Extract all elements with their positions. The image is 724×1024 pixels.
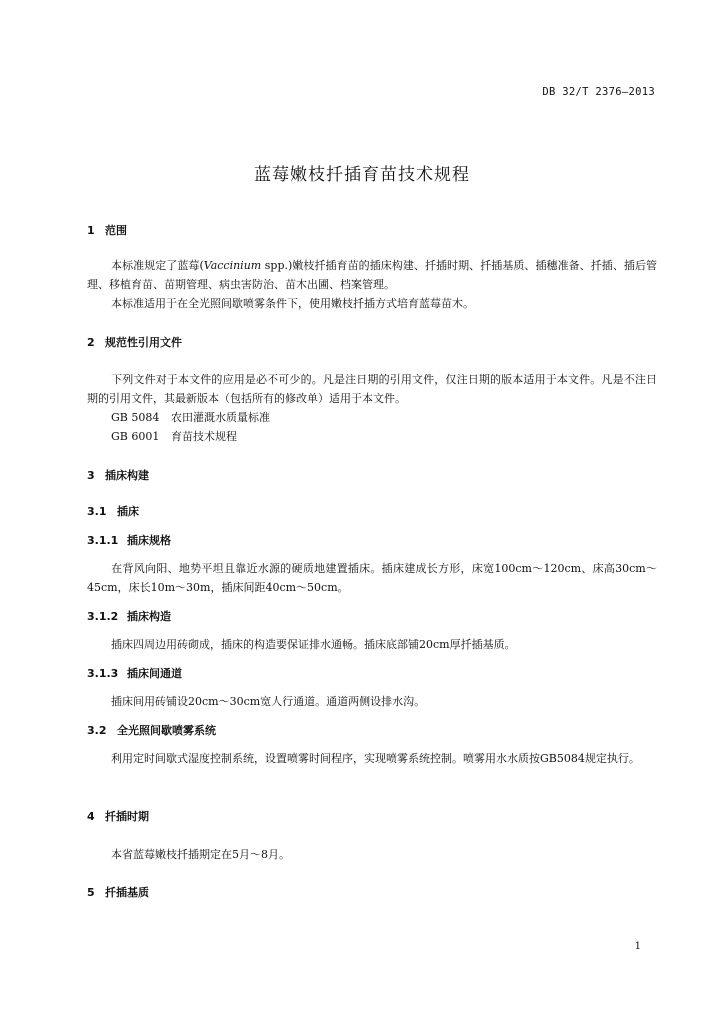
- standard-code: DB 32/T 2376—2013: [542, 86, 655, 98]
- section-title: 插床构造: [127, 610, 171, 623]
- reference-code: GB 6001: [111, 430, 160, 443]
- section-5-heading: [87, 884, 149, 900]
- paragraph-text: 本标准适用于在全光照间歇喷雾条件下，使用嫩枝扦插方式培育蓝莓苗木。: [111, 297, 474, 310]
- section-number: 2: [87, 336, 95, 349]
- section-3-heading: [87, 467, 149, 483]
- reference-code: GB 5084: [111, 411, 160, 424]
- section-number: 4: [87, 810, 95, 823]
- section-3-1-2-paragraph: [87, 635, 657, 654]
- section-1-heading: [87, 222, 127, 238]
- page-number: 1: [634, 941, 641, 952]
- section-3-2-heading: [87, 722, 216, 738]
- paragraph-text: 利用定时间歇式湿度控制系统，设置喷雾时间程序，实现喷雾系统控制。喷雾用水水质按GB5084规定执行。: [111, 752, 640, 765]
- section-4-heading: [87, 808, 149, 824]
- text-fragment: spp.)嫩枝扦插育苗的插床构建、扦插时期、扦插基质、插穗准备、扦插、插后管理、移植育苗、苗期管理、病虫害防治、苗木出圃、档案管理。: [87, 259, 657, 291]
- section-title: 插床规格: [127, 534, 171, 547]
- section-title: 插床构建: [105, 469, 149, 482]
- latin-name: Vaccinium: [203, 259, 262, 272]
- section-3-1-heading: [87, 503, 139, 519]
- section-title: 范围: [105, 224, 127, 237]
- paragraph-text: 在背风向阳、地势平坦且靠近水源的硬质地建置插床。插床建成长方形，床宽100cm～120cm、床高30cm～45cm，床长10m～30m，插床间距40cm～50cm。: [87, 562, 657, 594]
- section-number: 3.1.3: [87, 667, 119, 680]
- section-1-paragraph-2: [87, 294, 657, 313]
- section-3-1-2-heading: [87, 608, 171, 624]
- section-number: 3: [87, 469, 95, 482]
- section-3-2-paragraph: [87, 749, 657, 768]
- reference-name: 农田灌溉水质量标准: [171, 411, 270, 424]
- section-4-paragraph: [87, 845, 657, 864]
- section-1-paragraph-1: [87, 256, 657, 294]
- section-title: 扦插基质: [105, 886, 149, 899]
- section-title: 扦插时期: [105, 810, 149, 823]
- document-title: 蓝莓嫩枝扦插育苗技术规程: [254, 165, 470, 185]
- paragraph-text: 下列文件对于本文件的应用是必不可少的。凡是注日期的引用文件，仅注日期的版本适用于本文件。凡是不注日期的引用文件，其最新版本（包括所有的修改单）适用于本文件。: [87, 373, 657, 405]
- paragraph-text: 插床间用砖铺设20cm～30cm宽人行通道。通道两侧设排水沟。: [111, 695, 426, 708]
- section-2-paragraph-1: [87, 370, 657, 408]
- section-title: 插床: [117, 505, 139, 518]
- text-fragment: 本标准规定了蓝莓(: [111, 259, 204, 272]
- section-number: 3.1: [87, 505, 107, 518]
- paragraph-text: 插床四周边用砖砌成，插床的构造要保证排水通畅。插床底部铺20cm厚扦插基质。: [111, 638, 516, 651]
- section-2-heading: [87, 334, 182, 350]
- section-number: 3.2: [87, 724, 107, 737]
- reference-name: 育苗技术规程: [171, 430, 237, 443]
- section-number: 1: [87, 224, 95, 237]
- reference-item: [111, 428, 237, 444]
- section-title: 规范性引用文件: [105, 336, 182, 349]
- section-title: 插床间通道: [127, 667, 182, 680]
- reference-item: [111, 409, 270, 425]
- section-number: 3.1.1: [87, 534, 119, 547]
- paragraph-text: 本省蓝莓嫩枝扦插期定在5月～8月。: [111, 848, 290, 861]
- section-number: 5: [87, 886, 95, 899]
- section-3-1-3-heading: [87, 665, 182, 681]
- section-3-1-1-paragraph: [87, 559, 657, 597]
- section-3-1-1-heading: [87, 532, 171, 548]
- section-title: 全光照间歇喷雾系统: [117, 724, 216, 737]
- section-3-1-3-paragraph: [87, 692, 657, 711]
- section-number: 3.1.2: [87, 610, 119, 623]
